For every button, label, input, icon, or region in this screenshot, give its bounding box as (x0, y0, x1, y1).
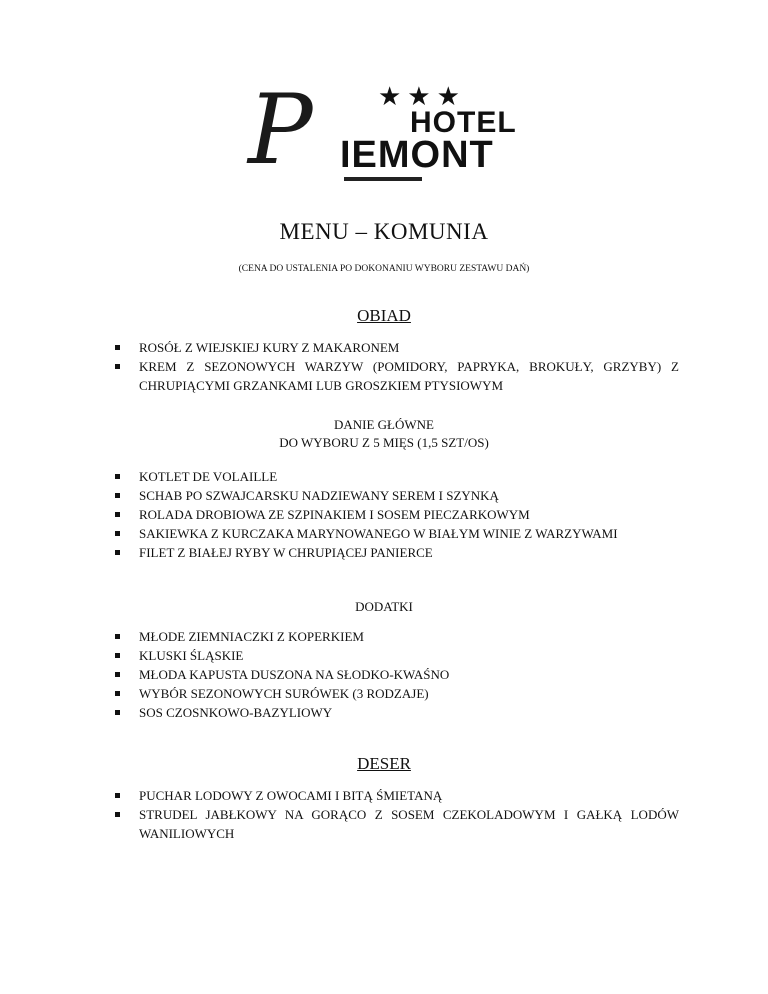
obiad-heading: OBIAD (357, 306, 411, 325)
list-item: FILET Z BIAŁEJ RYBY W CHRUPIĄCEJ PANIERCE (0, 543, 679, 562)
list-item: SCHAB PO SZWAJCARSKU NADZIEWANY SEREM I SZYNKĄ (0, 486, 679, 505)
obiad-list (0, 338, 768, 395)
danie-list (0, 467, 768, 562)
logo-stars: ★★★ (378, 82, 466, 111)
logo-script-letter: P (248, 74, 313, 186)
hotel-logo (248, 74, 520, 186)
list-item: STRUDEL JABŁKOWY NA GORĄCO Z SOSEM CZEKOLADOWYM I GAŁKĄ LODÓW WANILIOWYCH (0, 805, 679, 843)
dodatki-list (0, 627, 768, 722)
danie-heading: DANIE GŁÓWNE (333, 417, 434, 432)
list-item: MŁODE ZIEMNIACZKI Z KOPERKIEM (0, 627, 679, 646)
list-item: KREM Z SEZONOWYCH WARZYW (POMIDORY, PAPRYKA, BROKUŁY, GRZYBY) Z CHRUPIĄCYMI GRZANKAMI LUB GROSZKIEM PTYSIOWYM (0, 357, 679, 395)
logo-underline (344, 177, 422, 181)
list-item: KOTLET DE VOLAILLE (0, 467, 679, 486)
danie-subheading: DO WYBORU Z 5 MIĘS (1,5 SZT/OS) (279, 435, 489, 450)
list-item: ROSÓŁ Z WIEJSKIEJ KURY Z MAKARONEM (0, 338, 679, 357)
logo-word-name: IEMONT (340, 134, 494, 176)
price-note: (CENA DO USTALENIA PO DOKONANIU WYBORU ZESTAWU DAŃ) (238, 264, 530, 274)
list-item: SAKIEWKA Z KURCZAKA MARYNOWANEGO W BIAŁYM WINIE Z WARZYWAMI (0, 524, 679, 543)
deser-list (0, 786, 768, 843)
list-item: WYBÓR SEZONOWYCH SURÓWEK (3 RODZAJE) (0, 684, 679, 703)
dodatki-heading: DODATKI (355, 599, 413, 614)
list-item: SOS CZOSNKOWO-BAZYLIOWY (0, 703, 679, 722)
list-item: KLUSKI ŚLĄSKIE (0, 646, 679, 665)
list-item: ROLADA DROBIOWA ZE SZPINAKIEM I SOSEM PIECZARKOWYM (0, 505, 679, 524)
deser-heading: DESER (357, 754, 411, 773)
page-title: MENU – KOMUNIA (279, 219, 489, 244)
list-item: PUCHAR LODOWY Z OWOCAMI I BITĄ ŚMIETANĄ (0, 786, 679, 805)
logo-word-hotel: HOTEL (410, 106, 517, 139)
list-item: MŁODA KAPUSTA DUSZONA NA SŁODKO-KWAŚNO (0, 665, 679, 684)
